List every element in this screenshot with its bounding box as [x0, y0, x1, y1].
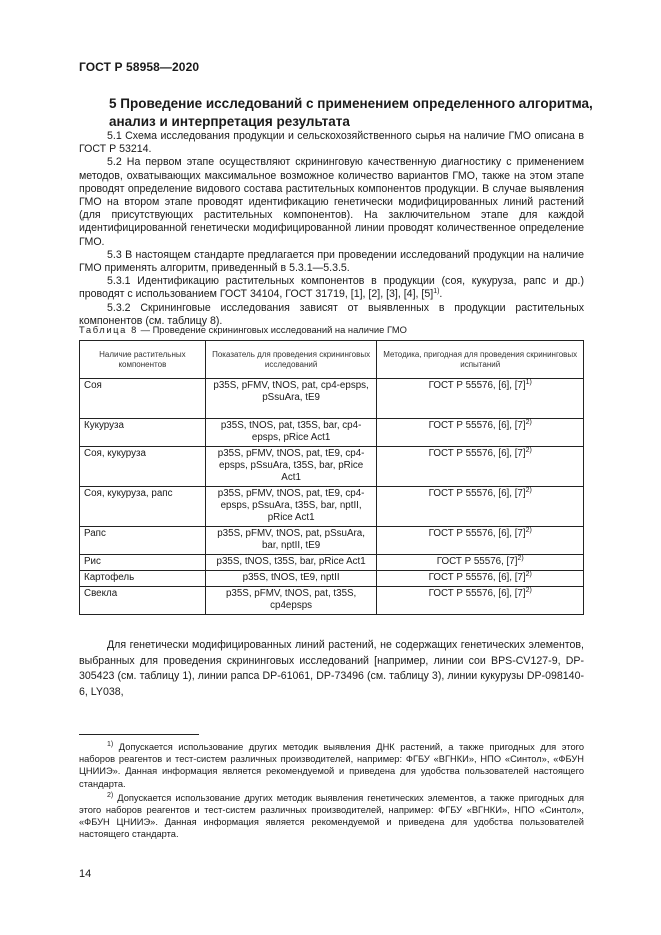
- paragraph-5-3: 5.3 В настоящем стандарте предлагается при проведении исследований продукции на наличие ГМО применять алгоритм, приведенный в 5.3.1—5.3.5.: [79, 248, 584, 275]
- table-caption-label: Таблица 8: [79, 324, 138, 335]
- cell-component: Свекла: [80, 587, 206, 615]
- cell-method: [377, 447, 584, 487]
- paragraph-end: .: [439, 288, 443, 301]
- after-table-text: [79, 638, 584, 700]
- method-text: ГОСТ Р 55576, [7]: [436, 556, 518, 567]
- cell-component: Соя, кукуруза, рапс: [80, 487, 206, 527]
- footnote-ref[interactable]: 1): [525, 379, 532, 386]
- footnotes: [79, 741, 584, 843]
- footnote-divider: [79, 734, 199, 735]
- table-header-row: [80, 341, 584, 379]
- header-method: Методика, пригодная для проведения скрининговых испытаний: [377, 341, 584, 379]
- table-caption-text: — Проведение скрининговых исследований на наличие ГМО: [137, 324, 407, 335]
- footnote-text: Допускается использование других методик выявления ДНК растений, а также пригодных для этого наборов реагентов и тест-систем различных производителей, например: ФГБУ «ВГНКИ», НПО «Синтол», «ФБУН ЦНИИЭ». Данная информация является рекомендуемой и приведена для удобства пользователей настоящего стандарта.: [79, 742, 584, 789]
- footnote-ref[interactable]: 1): [433, 288, 440, 296]
- table-row: [80, 419, 584, 447]
- cell-indicator: p35S, tNOS, pat, t35S, bar, cp4-epsps, pRice Act1: [205, 419, 377, 447]
- method-text: ГОСТ Р 55576, [6], [7]: [428, 448, 526, 459]
- cell-indicator: p35S, tNOS, tE9, nptII: [205, 571, 377, 587]
- cell-method: [377, 419, 584, 447]
- paragraph-5-2: 5.2 На первом этапе осуществляют скрининговую качественную диагностику с применением методов, охватывающих максимальное возможное количество вариантов ГМО, также на этом этапе проводят определение видового состава растительных компонентов продукции. В случае выявления ГМО на втором этапе проводят идентификацию генетически модифицированных линий растений (для присутствующих растительных компонентов). На заключительном этапе для каждой идентифицированной генетически модифицированной линии проводят количественное определение ГМО.: [79, 156, 584, 248]
- page-number: 14: [79, 868, 92, 880]
- footnote-mark: 1): [107, 741, 114, 748]
- cell-method: [377, 487, 584, 527]
- footnote-ref[interactable]: 2): [525, 419, 532, 426]
- footnote-ref[interactable]: 2): [517, 555, 524, 562]
- footnote-mark: 2): [107, 791, 114, 799]
- method-text: ГОСТ Р 55576, [6], [7]: [428, 572, 526, 583]
- cell-indicator: p35S, pFMV, tNOS, pat, cp4-epsps, pSsuAra, tE9: [205, 379, 377, 419]
- cell-component: Кукуруза: [80, 419, 206, 447]
- screening-table: [79, 340, 584, 615]
- cell-method: [377, 555, 584, 571]
- footnote-ref[interactable]: 2): [525, 447, 532, 454]
- cell-indicator: p35S, pFMV, tNOS, pat, tE9, cp4-epsps, pSsuAra, t35S, bar, pRice Act1: [205, 447, 377, 487]
- cell-method: [377, 571, 584, 587]
- paragraph-5-3-2: 5.3.2 Скрининговые исследования зависят от выявленных в продукции растительных компонентов (см. таблицу 8).: [79, 301, 584, 327]
- method-text: ГОСТ Р 55576, [6], [7]: [428, 588, 526, 599]
- method-text: ГОСТ Р 55576, [6], [7]: [428, 420, 526, 431]
- cell-method: [377, 527, 584, 555]
- cell-method: [377, 587, 584, 615]
- footnote-ref[interactable]: 2): [525, 527, 532, 534]
- table-caption: [79, 324, 407, 335]
- footnote-2: [79, 792, 584, 841]
- method-text: ГОСТ Р 55576, [6], [7]: [428, 488, 526, 499]
- cell-indicator: p35S, pFMV, tNOS, pat, tE9, cp4-epsps, pSsuAra, t35S, bar, nptII, pRice Act1: [205, 487, 377, 527]
- header-indicator: Показатель для проведения скрининговых исследований: [205, 341, 377, 379]
- paragraph-5-1: 5.1 Схема исследования продукции и сельскохозяйственного сырья на наличие ГМО описана в ГОСТ Р 53214.: [79, 130, 584, 156]
- footnote-ref[interactable]: 2): [525, 487, 532, 494]
- table-row: [80, 447, 584, 487]
- table-row: [80, 587, 584, 615]
- after-table-paragraph: Для генетически модифицированных линий растений, не содержащих генетических элементов, выбранных для проведения скрининговых исследований [например, линии сои BPS-CV127-9, DP-305423 (см. таблицу 1), линии рапса DP-61061, DP-73496 (см. таблицу 3), линии кукурузы DP-098140-6, LY038,: [79, 639, 584, 698]
- paragraph-5-3-1-text: 5.3.1 Идентификацию растительных компонентов в продукции (соя, кукуруза, рапс и др.) проводят с использованием ГОСТ 34104, ГОСТ 31719, [1], [2], [3], [4], [5]: [79, 275, 584, 301]
- cell-component: Рис: [80, 555, 206, 571]
- cell-component: Соя, кукуруза: [80, 447, 206, 487]
- cell-indicator: p35S, tNOS, t35S, bar, pRice Act1: [205, 555, 377, 571]
- cell-indicator: p35S, pFMV, tNOS, pat, pSsuAra, bar, nptII, tE9: [205, 527, 377, 555]
- cell-component: Картофель: [80, 571, 206, 587]
- table-row: [80, 527, 584, 555]
- footnote-1: [79, 741, 584, 790]
- method-text: ГОСТ Р 55576, [6], [7]: [428, 380, 526, 391]
- cell-indicator: p35S, pFMV, tNOS, pat, t35S, cp4epsps: [205, 587, 377, 615]
- method-text: ГОСТ Р 55576, [6], [7]: [428, 528, 526, 539]
- footnote-ref[interactable]: 2): [525, 587, 532, 594]
- body-text: [79, 130, 584, 328]
- header-components: Наличие растительных компонентов: [80, 341, 206, 379]
- table-row: [80, 379, 584, 419]
- document-header: ГОСТ Р 58958—2020: [79, 60, 200, 74]
- table-row: [80, 487, 584, 527]
- footnote-ref[interactable]: 2): [525, 571, 532, 578]
- section-title: 5 Проведение исследований с применением определенного алгоритма, анализ и интерпретация результата: [109, 96, 593, 129]
- cell-component: Рапс: [80, 527, 206, 555]
- table-row: [80, 555, 584, 571]
- footnote-text: Допускается использование других методик выявления генетических элементов, а также пригодных для этого наборов реагентов и тест-систем различных производителей, например: ФГБУ «ВГНКИ», НПО «Синтол», «ФБУН ЦНИИЭ». Данная информация является рекомендуемой и приведена для удобства пользователей настоящего стандарта.: [79, 792, 584, 840]
- cell-component: Соя: [80, 379, 206, 419]
- paragraph-5-3-1: [79, 275, 584, 301]
- table-row: [80, 571, 584, 587]
- cell-method: [377, 379, 584, 419]
